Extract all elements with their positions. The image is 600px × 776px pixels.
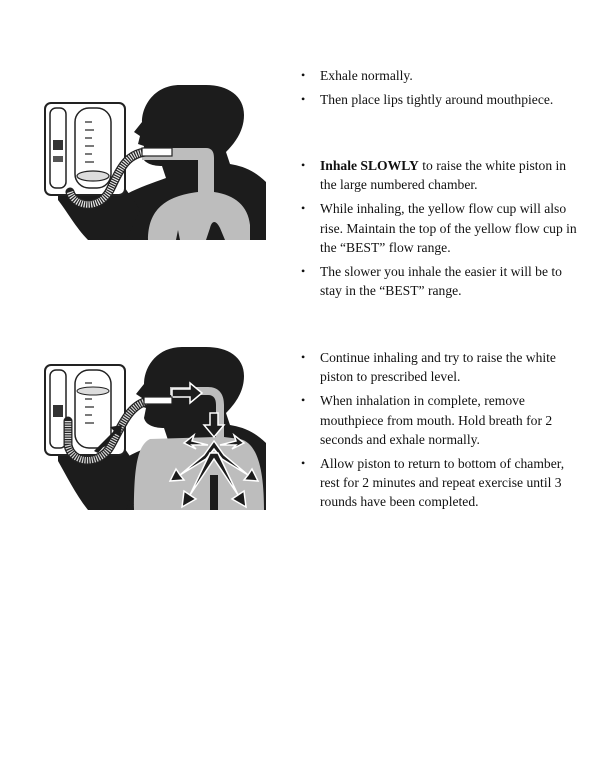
spirometer-exhale-illustration	[30, 60, 280, 240]
instruction-list-complete	[300, 348, 580, 517]
item-text: The slower you inhale the easier it will be to stay in the “BEST” range.	[320, 264, 562, 299]
item-text: Then place lips tightly around mouthpiece.	[320, 92, 554, 108]
bullet-icon: •	[301, 264, 306, 279]
bullet-icon: •	[301, 68, 306, 82]
item-text: Allow piston to return to bottom of chamber, rest for 2 minutes and repeat exercise until 3 rounds have been completed.	[320, 456, 565, 510]
list-item	[300, 66, 580, 85]
bullet-icon: •	[301, 350, 306, 364]
bullet-icon: •	[301, 92, 306, 107]
list-item	[300, 156, 580, 194]
item-text: to raise the white piston in the large numbered chamber.	[320, 158, 567, 193]
person-silhouette-icon	[30, 60, 280, 240]
item-text: While inhaling, the yellow flow cup will also rise. Maintain the top of the yellow flow cup in the “BEST” flow range.	[320, 201, 577, 255]
item-text: Exhale normally.	[320, 68, 413, 83]
list-item	[300, 348, 580, 386]
bullet-icon: •	[301, 158, 306, 172]
bullet-icon: •	[301, 393, 306, 408]
instruction-list-exhale	[300, 66, 580, 114]
list-item	[300, 262, 580, 300]
lungs-expanding-icon	[30, 335, 280, 520]
spirometer-inhale-illustration	[30, 335, 280, 520]
list-item	[300, 199, 580, 257]
bullet-icon: •	[301, 201, 306, 216]
list-item	[300, 454, 580, 512]
list-item	[300, 391, 580, 449]
item-emphasis: Inhale SLOWLY	[320, 158, 419, 173]
item-text: Continue inhaling and try to raise the white piston to prescribed level.	[320, 350, 556, 385]
item-text: When inhalation in complete, remove mouthpiece from mouth. Hold breath for 2 seconds and exhale normally.	[320, 393, 553, 447]
list-item	[300, 90, 580, 109]
instruction-list-inhale	[300, 156, 580, 305]
bullet-icon: •	[301, 456, 306, 471]
